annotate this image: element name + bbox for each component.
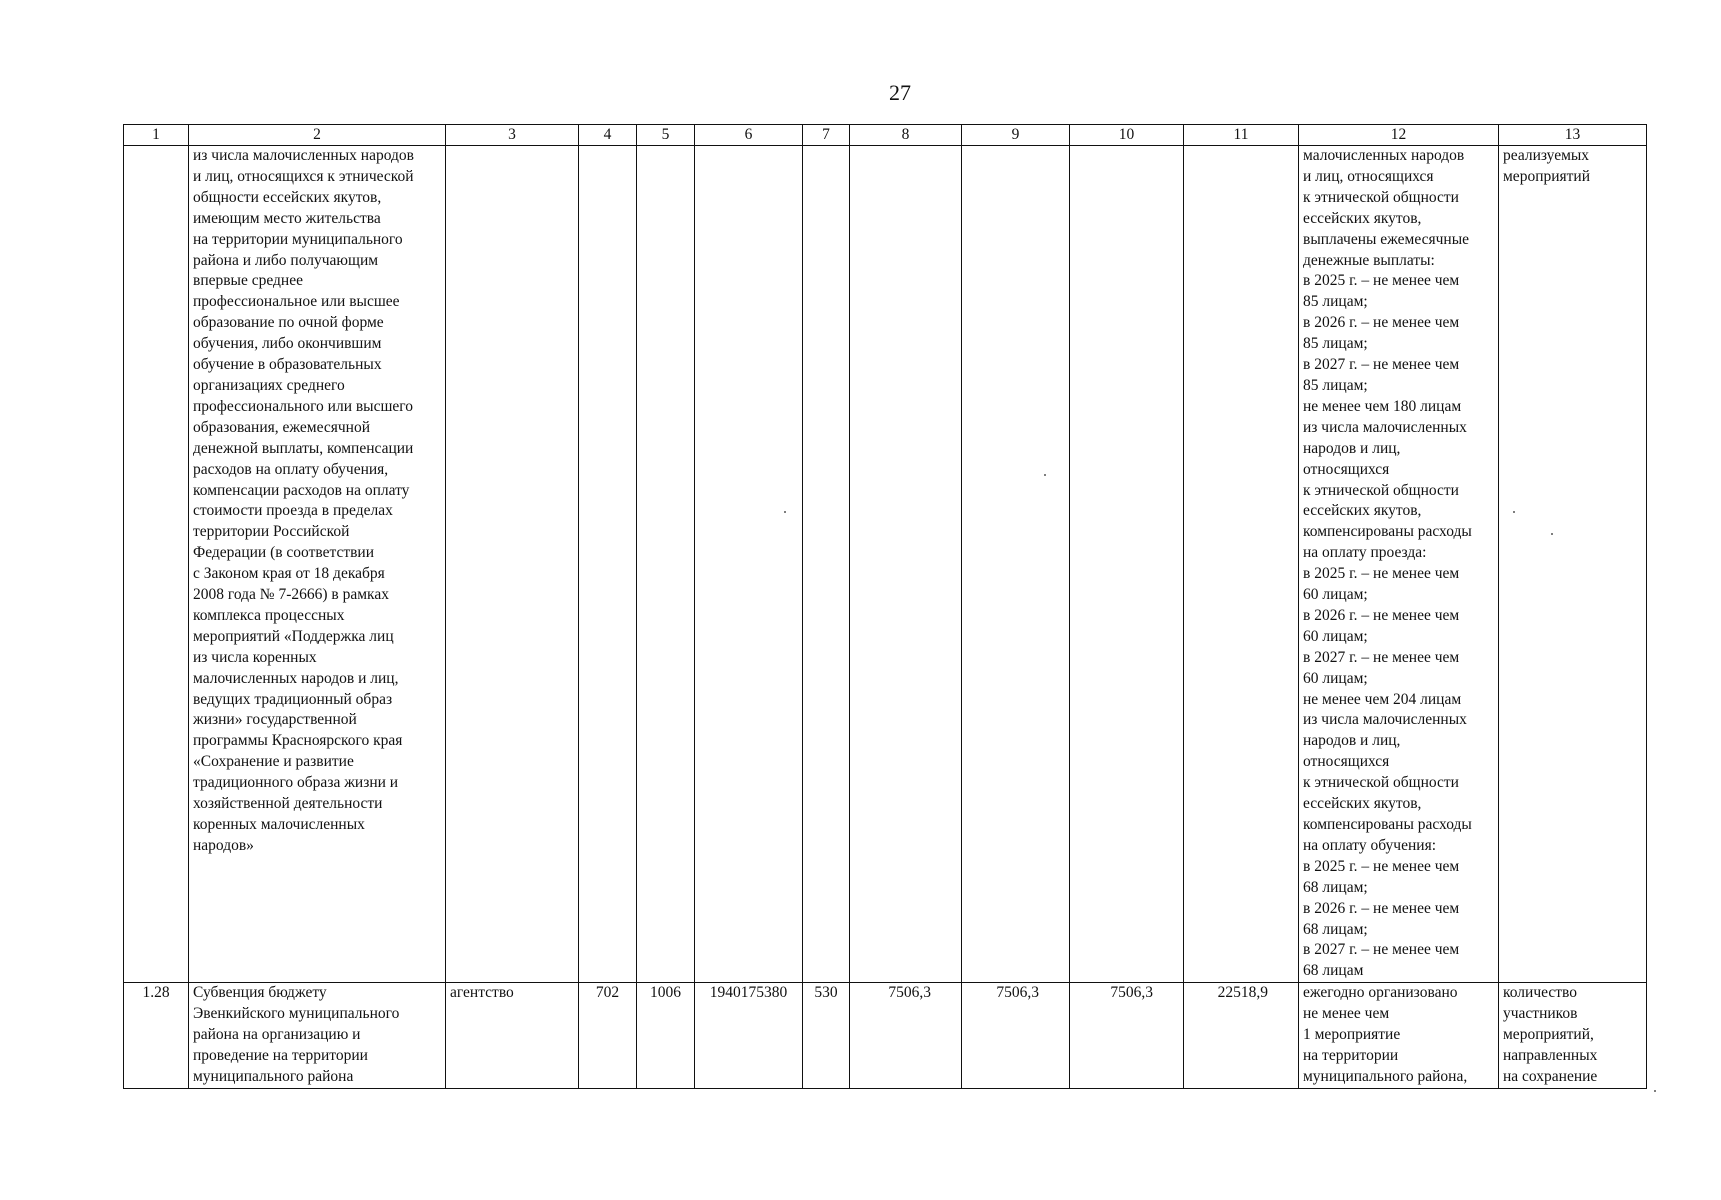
column-header: 5: [637, 125, 695, 146]
table-cell: [579, 146, 637, 983]
table-cell-result: малочисленных народов и лиц, относящихся к этнической общности ессейских якутов, выплачены ежемесячные денежные выплаты: в 2025 г. – не менее чем 85 лицам; в 2026 г. – не менее чем 85 лицам; в 2027 г. – не менее чем 85 лицам; не менее чем 180 лицам из числа малочисленных народов и лиц, относящихся к этнической общности ессейских якутов, компенсированы расходы на оплату проезда: в 2025 г. – не менее чем 60 лицам; в 2026 г. – не менее чем 60 лицам; в 2027 г. – не менее чем 60 лицам; не менее чем 204 лицам из числа малочисленных народов и лиц, относящихся к этнической общности ессейских якутов, компенсированы расходы на оплату обучения: в 2025 г. – не менее чем 68 лицам; в 2026 г. – не менее чем 68 лицам; в 2027 г. – не менее чем 68 лицам: [1299, 146, 1499, 983]
column-number-header-row: [124, 125, 1647, 146]
table-cell: [637, 146, 695, 983]
scan-speck: [1551, 533, 1553, 535]
table-cell: [803, 146, 850, 983]
column-header: 9: [962, 125, 1070, 146]
column-header: 10: [1070, 125, 1184, 146]
column-header: 1: [124, 125, 189, 146]
table-cell: [446, 146, 579, 983]
table-cell-description: Субвенция бюджету Эвенкийского муниципального района на организацию и проведение на территории муниципального района: [189, 983, 446, 1089]
column-header: 8: [850, 125, 962, 146]
scan-speck: [1654, 1090, 1656, 1092]
table-row-continuation: [124, 146, 1647, 983]
column-header: 13: [1499, 125, 1647, 146]
table-cell-indicator: количество участников мероприятий, направленных на сохранение: [1499, 983, 1647, 1089]
budget-table: [123, 124, 1647, 1089]
table-cell-result: ежегодно организовано не менее чем 1 мероприятие на территории муниципального района,: [1299, 983, 1499, 1089]
scan-speck: [1513, 511, 1515, 513]
table-cell-indicator: реализуемых мероприятий: [1499, 146, 1647, 983]
table-cell-executor: агентство: [446, 983, 579, 1089]
table-cell-rzpr: 1006: [637, 983, 695, 1089]
table-cell-amount-2027: 7506,3: [1070, 983, 1184, 1089]
table-cell-grbs: 702: [579, 983, 637, 1089]
table-cell: [1184, 146, 1299, 983]
column-header: 4: [579, 125, 637, 146]
table-cell-amount-2025: 7506,3: [850, 983, 962, 1089]
column-header: 2: [189, 125, 446, 146]
column-header: 11: [1184, 125, 1299, 146]
table-cell-description: из числа малочисленных народов и лиц, относящихся к этнической общности ессейских якутов, имеющим место жительства на территории муниципального района и либо получающим впервые среднее профессиональное или высшее образование по очной форме обучения, либо окончившим обучение в образовательных организациях среднего профессионального или высшего образования, ежемесячной денежной выплаты, компенсации расходов на оплату обучения, компенсации расходов на оплату стоимости проезда в пределах территории Российской Федерации (в соответствии с Законом края от 18 декабря 2008 года № 7-2666) в рамках комплекса процессных мероприятий «Поддержка лиц из числа коренных малочисленных народов и лиц, ведущих традиционный образ жизни» государственной программы Красноярского края «Сохранение и развитие традиционного образа жизни и хозяйственной деятельности коренных малочисленных народов»: [189, 146, 446, 983]
column-header: 6: [695, 125, 803, 146]
table-cell: [962, 146, 1070, 983]
table-row-1-28: [124, 983, 1647, 1089]
column-header: 3: [446, 125, 579, 146]
table-cell: [1070, 146, 1184, 983]
scan-speck: [784, 511, 786, 513]
page-number: 27: [889, 80, 911, 105]
scan-speck: [1044, 474, 1046, 476]
table-cell-vr: 530: [803, 983, 850, 1089]
table-cell-csr: 1940175380: [695, 983, 803, 1089]
table-cell-number: [124, 146, 189, 983]
table-cell: [850, 146, 962, 983]
table-cell-number: 1.28: [124, 983, 189, 1089]
table-cell-amount-total: 22518,9: [1184, 983, 1299, 1089]
table-cell-amount-2026: 7506,3: [962, 983, 1070, 1089]
column-header: 7: [803, 125, 850, 146]
column-header: 12: [1299, 125, 1499, 146]
table-cell: [695, 146, 803, 983]
